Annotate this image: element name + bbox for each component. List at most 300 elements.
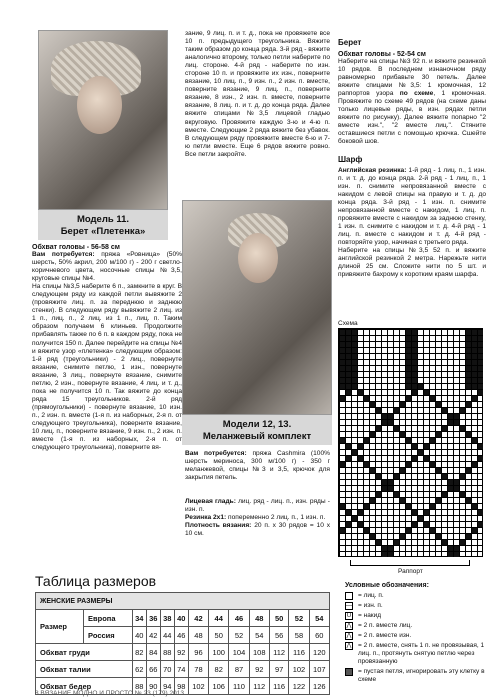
chart-cell xyxy=(346,378,351,383)
chart-cell xyxy=(418,516,423,521)
chart-cell xyxy=(340,378,345,383)
chart-cell xyxy=(376,408,381,413)
chart-cell xyxy=(478,366,483,371)
chart-cell xyxy=(460,408,465,413)
table-cell: 84 xyxy=(146,644,160,661)
chart-cell xyxy=(346,336,351,341)
chart-cell xyxy=(400,402,405,407)
chart-cell xyxy=(340,504,345,509)
chart-cell xyxy=(460,540,465,545)
table-cell: 82 xyxy=(209,661,229,678)
legend-symbol: U xyxy=(346,613,352,619)
chart-cell xyxy=(412,384,417,389)
chart-cell xyxy=(424,522,429,527)
chart-cell xyxy=(358,510,363,515)
chart-cell xyxy=(394,426,399,431)
chart-cell xyxy=(406,396,411,401)
table-cell: 52 xyxy=(229,627,249,644)
chart-cell xyxy=(430,438,435,443)
chart-cell xyxy=(346,372,351,377)
chart-cell xyxy=(448,480,453,485)
table-cell: 107 xyxy=(309,661,329,678)
legend-item xyxy=(345,632,490,640)
model1213-caption-title: Модели 12, 13. xyxy=(222,419,292,430)
table-cell: 98 xyxy=(174,678,188,695)
chart-cell xyxy=(364,462,369,467)
chart-cell xyxy=(352,336,357,341)
model11-photo xyxy=(38,30,168,210)
table-cell: 96 xyxy=(188,644,208,661)
chart-cell xyxy=(436,402,441,407)
chart-cell xyxy=(370,534,375,539)
chart-cell xyxy=(370,498,375,503)
scarf-title: Шарф xyxy=(338,154,363,164)
chart-cell xyxy=(466,372,471,377)
chart-cell xyxy=(346,390,351,395)
chart-cell xyxy=(442,492,447,497)
table-row-europe xyxy=(36,610,330,627)
chart-cell xyxy=(478,390,483,395)
chart-cell xyxy=(376,474,381,479)
chart-cell xyxy=(406,330,411,335)
chart-cell xyxy=(478,330,483,335)
chart-cell xyxy=(352,372,357,377)
chart-cell xyxy=(448,420,453,425)
chart-cell xyxy=(448,546,453,551)
model1213-caption-subtitle: Меланжевый комплект xyxy=(202,431,312,442)
legend-text: = лиц. п. xyxy=(358,592,384,599)
table-cell: 102 xyxy=(188,678,208,695)
chart-cell xyxy=(382,480,387,485)
chart-cell xyxy=(382,546,387,551)
chart-cell xyxy=(406,528,411,533)
chart-cell xyxy=(472,396,477,401)
chart-cell xyxy=(406,462,411,467)
legend-item xyxy=(345,642,490,666)
chart-cell xyxy=(466,534,471,539)
chart-cell xyxy=(436,498,441,503)
knitting-chart xyxy=(338,328,483,557)
chart-cell xyxy=(412,348,417,353)
chart-cell xyxy=(472,462,477,467)
table-cell: 116 xyxy=(269,678,288,695)
chart-cell xyxy=(352,516,357,521)
chart-cell xyxy=(352,342,357,347)
chart-cell xyxy=(382,486,387,491)
chart-cell xyxy=(340,336,345,341)
chart-cell xyxy=(466,378,471,383)
table-cell: 82 xyxy=(132,644,146,661)
chart-cell xyxy=(472,354,477,359)
legend-symbol xyxy=(345,592,353,600)
table-cell: 54 xyxy=(309,610,329,627)
table-cell: 94 xyxy=(160,678,174,695)
chart-cell xyxy=(340,360,345,365)
chart-cell xyxy=(460,474,465,479)
legend-text: = 2 п. вместе изн. xyxy=(358,632,412,639)
chart-cell xyxy=(442,408,447,413)
chart-cell xyxy=(424,390,429,395)
chart-cell xyxy=(346,510,351,515)
table-cell: 100 xyxy=(209,644,229,661)
table-cell: 38 xyxy=(160,610,174,627)
chart-cell xyxy=(382,420,387,425)
chart-cell xyxy=(424,444,429,449)
table-cell: 40 xyxy=(174,610,188,627)
table-cell: 50 xyxy=(209,627,229,644)
chart-cell xyxy=(460,492,465,497)
chart-cell xyxy=(478,456,483,461)
beret-size-title: Обхват головы - 52-54 см xyxy=(338,51,426,58)
table-cell: 78 xyxy=(188,661,208,678)
table-cell: ЖЕНСКИЕ РАЗМЕРЫ xyxy=(36,593,330,610)
chart-cell xyxy=(472,378,477,383)
chart-cell xyxy=(340,396,345,401)
table-cell: 42 xyxy=(188,610,208,627)
table-cell: 110 xyxy=(229,678,249,695)
chart-cell xyxy=(418,450,423,455)
chart-cell xyxy=(478,342,483,347)
table-cell: 92 xyxy=(174,644,188,661)
table-cell: 112 xyxy=(249,678,269,695)
beret-title: Берет xyxy=(338,38,362,47)
chart-cell xyxy=(406,336,411,341)
table-row xyxy=(36,661,330,678)
chart-cell xyxy=(352,354,357,359)
chart-cell xyxy=(340,330,345,335)
table-cell: Россия xyxy=(84,627,133,644)
chart-cell xyxy=(400,498,405,503)
chart-cell xyxy=(340,354,345,359)
chart-cell xyxy=(340,384,345,389)
chart-cell xyxy=(346,360,351,365)
table-cell: 102 xyxy=(289,661,309,678)
chart-cell xyxy=(388,546,393,551)
legend-item xyxy=(345,622,490,630)
chart-cell xyxy=(352,330,357,335)
rapport-label: Раппорт xyxy=(398,568,423,575)
chart-cell xyxy=(346,342,351,347)
chart-cell xyxy=(478,522,483,527)
legend-text: = накид xyxy=(358,612,382,619)
chart-cell xyxy=(406,504,411,509)
legend-text: = изн. п. xyxy=(358,602,383,609)
chart-cell xyxy=(412,444,417,449)
chart-cell xyxy=(454,486,459,491)
chart-cell xyxy=(472,366,477,371)
chart-cell xyxy=(388,552,393,557)
chart-cell xyxy=(472,384,477,389)
legend-item xyxy=(345,668,490,684)
chart-cell xyxy=(472,336,477,341)
chart-cell xyxy=(424,510,429,515)
chart-cell xyxy=(400,432,405,437)
size-table-heading: Таблица размеров xyxy=(35,573,157,589)
chart-cell xyxy=(358,444,363,449)
chart-cell xyxy=(406,438,411,443)
chart-cell xyxy=(466,342,471,347)
chart-cell xyxy=(454,546,459,551)
chart-cell xyxy=(406,384,411,389)
chart-cell xyxy=(352,360,357,365)
legend-symbol: ⋀ xyxy=(346,643,352,649)
chart-cell xyxy=(466,384,471,389)
chart-cell xyxy=(478,384,483,389)
chart-cell xyxy=(448,486,453,491)
chart-cell xyxy=(466,432,471,437)
chart-cell xyxy=(346,444,351,449)
chart-cell xyxy=(472,348,477,353)
legend-symbol xyxy=(345,668,353,676)
chart-cell xyxy=(430,462,435,467)
chart-cell xyxy=(412,378,417,383)
model11-instructions-cont: зание, 9 лиц. п. и т. д., пока не провяжете все 10 п. предыдущего треугольника. Вяжите таким образом до конца ряда. 3-й ряд - вяжите аналогично второму, только петли наберите по лиц. стороне. 4-й ряд - наберите по изн. стороне 10 п. и провяжите их изн., поверните вязание, 10 лиц. п., 9 изн. п., 2 изн. п. вместе, поверните вязание, 9 лиц. п., поверните вязание, 8 изн., 2 изн. п. вместе, поверните вязание, 8 лиц. п. и т. д. до конца ряда. Далее вяжите спицами №3,5 лицевой гладью вкруговую. Провяжите каждую 3-ю и 4-ю п. вместе. Следующие 2 ряда вяжите без убавок. В следующем ряду провяжите вместе 6-ю и 7-ю петли вместе. Еще 6 рядов вяжите ровно. Все петли закройте. xyxy=(185,30,330,158)
chart-cell xyxy=(340,372,345,377)
chart-cell xyxy=(394,540,399,545)
chart-cell xyxy=(472,504,477,509)
chart-cell xyxy=(466,360,471,365)
chart-cell xyxy=(466,498,471,503)
chart-cell xyxy=(358,390,363,395)
chart-cell xyxy=(478,336,483,341)
chart-cell xyxy=(412,522,417,527)
chart-cell xyxy=(442,540,447,545)
chart-cell xyxy=(466,468,471,473)
chart-cell xyxy=(346,366,351,371)
table-row xyxy=(36,644,330,661)
chart-cell xyxy=(436,432,441,437)
table-cell: Размер xyxy=(36,610,84,644)
chart-cell xyxy=(340,462,345,467)
table-cell: 46 xyxy=(229,610,249,627)
chart-cell xyxy=(346,348,351,353)
table-cell: Обхват талии xyxy=(36,661,133,678)
chart-cell xyxy=(448,552,453,557)
chart-cell xyxy=(346,354,351,359)
chart-cell xyxy=(352,348,357,353)
chart-cell xyxy=(454,420,459,425)
chart-cell xyxy=(472,438,477,443)
chart-cell xyxy=(454,552,459,557)
chart-cell xyxy=(340,528,345,533)
chart-cell xyxy=(424,456,429,461)
chart-cell xyxy=(406,348,411,353)
chart-cell xyxy=(436,468,441,473)
table-cell: 36 xyxy=(146,610,160,627)
table-cell: 108 xyxy=(249,644,269,661)
legend xyxy=(345,582,490,686)
chart-cell xyxy=(376,492,381,497)
chart-cell xyxy=(340,348,345,353)
chart-cell xyxy=(466,330,471,335)
chart-cell xyxy=(388,486,393,491)
legend-text: = пустая петля, игнорировать эту клетку в схеме xyxy=(358,668,485,683)
chart-cell xyxy=(418,384,423,389)
model1213-needs: Вам потребуется: пряжа Cashmira (100% шерсть мериноса, 300 м/100 г) - 350 г меланжевой, спицы №3 и 3,5, крючок для закрытия петель. xyxy=(185,450,330,482)
table-cell: Обхват груди xyxy=(36,644,133,661)
table-cell: 34 xyxy=(132,610,146,627)
chart-cell xyxy=(346,384,351,389)
chart-cell xyxy=(442,474,447,479)
chart-cell xyxy=(370,468,375,473)
model1213-photo xyxy=(182,200,332,415)
chart-cell xyxy=(370,402,375,407)
chart-cell xyxy=(352,384,357,389)
chart-cell xyxy=(430,528,435,533)
chart-cell xyxy=(400,534,405,539)
chart-cell xyxy=(370,432,375,437)
table-cell: 60 xyxy=(309,627,329,644)
chart-cell xyxy=(376,426,381,431)
page-footer: 8 ВЯЗАНИЕ МОДНО И ПРОСТО № 23 (179) 2013 xyxy=(35,690,184,697)
table-cell: 120 xyxy=(309,644,329,661)
table-cell: 116 xyxy=(289,644,309,661)
table-cell: 42 xyxy=(146,627,160,644)
chart-cell xyxy=(394,474,399,479)
chart-cell xyxy=(412,390,417,395)
chart-cell xyxy=(460,426,465,431)
chart-cell xyxy=(472,360,477,365)
chart-cell xyxy=(454,480,459,485)
table-cell: 106 xyxy=(209,678,229,695)
chart-cell xyxy=(412,510,417,515)
chart-cell xyxy=(388,480,393,485)
beret-instructions: Наберите на спицы №3 92 п. и вяжите резинкой 10 рядов. В последнем изнаночном ряду равномерно прибавьте 30 петель. Далее вяжите спицами №3,5: 1 кромочная, 12 раппортов узора по схеме, 1 кромочная. Провяжите по схеме 49 рядов (на схеме даны только лицевые ряды, в изн. рядах петли вяжите по рисунку). Далее вяжите попарно "2 вместе изн.", "2 вместе лиц.". Стяните оставшиеся петли с помощью крючка. Сшейте боковой шов. xyxy=(338,58,486,146)
chart-cell xyxy=(340,438,345,443)
table-cell: 88 xyxy=(132,678,146,695)
table-cell: 112 xyxy=(269,644,288,661)
table-cell: 44 xyxy=(160,627,174,644)
chart-cell xyxy=(382,552,387,557)
chart-cell xyxy=(406,372,411,377)
table-cell: 88 xyxy=(160,644,174,661)
chart-cell xyxy=(448,414,453,419)
size-table xyxy=(35,592,330,695)
chart-cell xyxy=(394,408,399,413)
chart-cell xyxy=(478,372,483,377)
table-caption-row xyxy=(36,593,330,610)
table-cell: 46 xyxy=(174,627,188,644)
chart-cell xyxy=(340,342,345,347)
chart-cell xyxy=(352,366,357,371)
table-cell: 50 xyxy=(269,610,288,627)
chart-cell xyxy=(364,438,369,443)
model1213-caption xyxy=(182,415,332,445)
chart-cell xyxy=(472,372,477,377)
table-cell: Европа xyxy=(84,610,133,627)
table-cell: 92 xyxy=(249,661,269,678)
chart-cell xyxy=(406,378,411,383)
chart-cell xyxy=(388,420,393,425)
table-cell: 126 xyxy=(309,678,329,695)
chart-cell xyxy=(466,336,471,341)
table-cell: 54 xyxy=(249,627,269,644)
chart-cell xyxy=(406,354,411,359)
table-cell: 104 xyxy=(229,644,249,661)
chart-cell xyxy=(364,396,369,401)
table-cell: 97 xyxy=(269,661,288,678)
chart-cell xyxy=(442,426,447,431)
model1213-stitches: Лицевая гладь: лиц. ряд - лиц. п., изн. ряды - изн. п. Резинка 2х1: попеременно 2 лиц. п., 1 изн. п. Плотность вязания: 20 п. х 30 рядов = 10 х 10 см. xyxy=(185,498,331,538)
legend-item xyxy=(345,602,490,610)
model11-size-title: Обхват головы - 56-58 см xyxy=(32,244,120,251)
table-cell: 62 xyxy=(132,661,146,678)
chart-cell xyxy=(472,342,477,347)
table-cell: Обхват бедер xyxy=(36,678,133,695)
table-cell: 44 xyxy=(209,610,229,627)
table-cell: 122 xyxy=(289,678,309,695)
chart-cell xyxy=(358,522,363,527)
table-cell: 70 xyxy=(160,661,174,678)
chart-cell xyxy=(364,504,369,509)
chart-cell xyxy=(352,378,357,383)
chart-cell xyxy=(346,522,351,527)
chart-cell xyxy=(388,414,393,419)
chart-cell xyxy=(412,456,417,461)
model11-instructions: Вам потребуется: пряжа «Ровница» (50% шерсть, 50% акрил, 200 м/100 г) - 200 г светло-коричневого цвета, носочные спицы №3,5, круговые спицы №4. На спицы №3,5 наберите 6 п., замкните в круг. В следующем ряду из каждой петли вывяжите 2 (провяжите лиц. п. за переднюю и заднюю стенки). В следующем ряду вывяжите 2 лиц. из 1 п., лиц. п., 2 лиц. из 1 п., лиц. п. Таким образом получаем 6 клиньев. Продолжите прибавлять также по 6 п. в каждом ряду, пока не получится 150 п. Далее перейдите на спицы №4 и вяжите узор «плетенка» следующим образом: 1-й ряд (треугольники) - 2 лиц., повернуте вязание, снимите петлю, 1 изн., повернуте вязание, 3 лиц., повернуте вязание, снимите петлю, 2 изн., повернуте вязание, 4 лиц. и т. д., пока не получится 10 п. Так вяжите до конца ряда 15 треугольников. 2-й ряд (прямоугольники) - повернуте вязание, 10 изн. п., 2 изн. п. вместе (1-я п. из наборных, 2-я п. от следующего треугольника), поверните вязание, 10 лиц. п., поверните вязание, 9 изн. п., 2 изн. п. вместе (1-я п. из наборных, 2-я п. от следующего треугольника), поверните вя- xyxy=(32,251,182,452)
chart-cell xyxy=(454,414,459,419)
chart-cell xyxy=(346,456,351,461)
chart-cell xyxy=(466,402,471,407)
chart-cell xyxy=(412,336,417,341)
model11-caption xyxy=(38,210,168,240)
chart-cell xyxy=(346,330,351,335)
table-cell: 48 xyxy=(188,627,208,644)
scheme-label: Схема xyxy=(338,320,358,327)
table-cell: 48 xyxy=(249,610,269,627)
scarf-instructions: Английская резинка: 1-й ряд - 1 лиц. п., 1 изн. п. и т. д. до конца ряда. 2-й ряд - 1 лиц. п., 1 изн. п. снимите непровязанной вместе с накидом с левой спицы на правую и т. д. до конца ряда. 3-й ряд - 1 изн. п. снимите непровязанной вместе с накидом, 1 лиц. п. провяжите вместе с накидом за заднюю стенку, 1 изн. п. снимите с накидом и т. д. 4-й ряд - 1 лиц. п. вместе с накидом и т. д. 4-й ряд - повторяйте узор, начиная с третьего ряда. Наберите на спицы №3,5 52 п. и вяжите английской резинкой 2 метра. Нарежьте нити длиной 25 см. Сложите нити по 5 шт. и привяжите бахрому к коротким краям шарфа. xyxy=(338,166,487,279)
chart-cell xyxy=(400,468,405,473)
chart-cell xyxy=(478,360,483,365)
chart-cell xyxy=(412,354,417,359)
chart-cell xyxy=(376,540,381,545)
chart-cell xyxy=(412,330,417,335)
chart-cell xyxy=(340,366,345,371)
chart-cell xyxy=(394,492,399,497)
legend-title: Условные обозначения: xyxy=(345,582,429,589)
chart-cell xyxy=(472,330,477,335)
legend-text: = 2 п. вместе лиц. xyxy=(358,622,413,629)
chart-cell xyxy=(352,450,357,455)
chart-cell xyxy=(478,354,483,359)
table-cell: 74 xyxy=(174,661,188,678)
chart-cell xyxy=(364,528,369,533)
legend-symbol: ⋀ xyxy=(346,633,352,639)
chart-cell xyxy=(430,396,435,401)
table-cell: 52 xyxy=(289,610,309,627)
chart-cell xyxy=(478,348,483,353)
chart-cell xyxy=(406,366,411,371)
table-cell: 58 xyxy=(289,627,309,644)
legend-symbol: — xyxy=(346,603,352,609)
chart-cell xyxy=(412,372,417,377)
chart-cell xyxy=(382,414,387,419)
chart-cell xyxy=(466,348,471,353)
chart-cell xyxy=(478,378,483,383)
legend-symbol: ⋀ xyxy=(346,623,352,629)
chart-cell xyxy=(412,342,417,347)
chart-cell xyxy=(406,360,411,365)
chart-cell xyxy=(466,354,471,359)
chart-cell xyxy=(436,534,441,539)
chart-cell xyxy=(430,504,435,509)
chart-cell xyxy=(472,528,477,533)
table-cell: 66 xyxy=(146,661,160,678)
chart-cell xyxy=(358,456,363,461)
legend-item xyxy=(345,592,490,600)
legend-item xyxy=(345,612,490,620)
table-cell: 56 xyxy=(269,627,288,644)
